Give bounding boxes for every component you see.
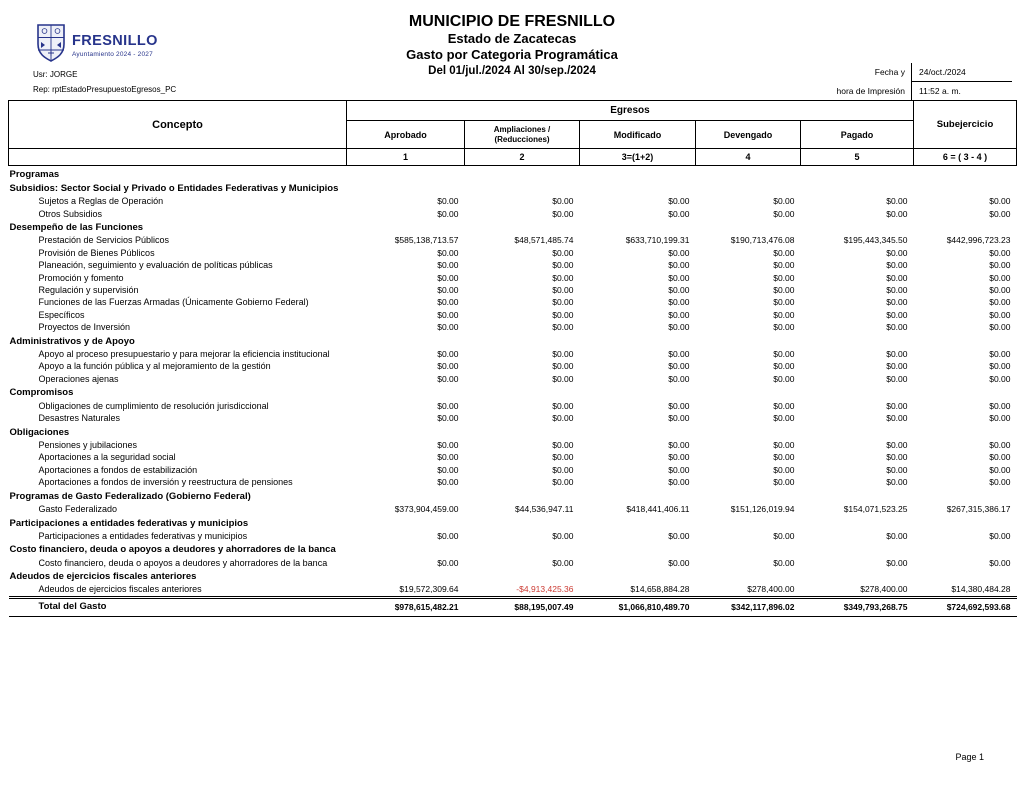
- value-cell: $0.00: [668, 439, 690, 450]
- value-cell: $0.00: [773, 400, 795, 411]
- value-cell: $0.00: [437, 557, 459, 568]
- value-cell: $0.00: [552, 208, 574, 219]
- value-cell: $0.00: [552, 297, 574, 308]
- section-label: Compromisos: [9, 387, 74, 399]
- column-number-6: 6 = ( 3 - 4 ): [914, 149, 1017, 166]
- item-label: Sujetos a Reglas de Operación: [38, 196, 164, 207]
- value-cell: $0.00: [552, 284, 574, 295]
- value-cell: $0.00: [773, 557, 795, 568]
- value-cell: $0.00: [886, 348, 908, 359]
- page-title: MUNICIPIO DE FRESNILLO: [408, 13, 616, 30]
- value-cell: $0.00: [552, 348, 574, 359]
- value-cell: $0.00: [886, 260, 908, 271]
- value-cell: $0.00: [668, 272, 690, 283]
- value-cell: $0.00: [989, 439, 1011, 450]
- table-body: [9, 166, 1017, 598]
- total-ampliaciones: $88,195,007.49: [465, 597, 580, 616]
- item-label: Operaciones ajenas: [38, 373, 119, 384]
- value-cell: $0.00: [886, 272, 908, 283]
- section-cell: [9, 488, 1017, 503]
- municipality-logo: [36, 23, 158, 68]
- item-row: [9, 503, 1017, 515]
- value-cell: $0.00: [437, 400, 459, 411]
- value-cell: $0.00: [886, 196, 908, 207]
- item-row: [9, 412, 1017, 424]
- user-label: Usr: JORGE: [33, 70, 78, 79]
- print-date-label: Fecha y: [836, 63, 912, 82]
- column-header-pagado: Pagado: [801, 121, 914, 149]
- column-number-2: 2: [465, 149, 580, 166]
- value-cell: $0.00: [668, 373, 690, 384]
- value-cell: $0.00: [668, 322, 690, 333]
- value-cell: $0.00: [437, 439, 459, 450]
- total-pagado: $349,793,268.75: [801, 597, 914, 616]
- state-subtitle: Estado de Zacatecas: [447, 31, 577, 46]
- value-cell: $0.00: [989, 322, 1011, 333]
- value-cell: $0.00: [773, 322, 795, 333]
- section-label: Administrativos y de Apoyo: [9, 335, 135, 347]
- value-cell: $0.00: [552, 196, 574, 207]
- value-cell: $0.00: [773, 297, 795, 308]
- value-cell: $0.00: [886, 373, 908, 384]
- value-cell: $267,315,386.17: [946, 503, 1011, 514]
- value-cell: $0.00: [668, 297, 690, 308]
- column-number-1: 1: [347, 149, 465, 166]
- logo-subtitle: Ayuntamiento 2024 - 2027: [72, 50, 153, 58]
- value-cell: $0.00: [668, 260, 690, 271]
- item-row: [9, 195, 1017, 207]
- section-label: Desempeño de las Funciones: [9, 222, 144, 234]
- section-cell: [9, 166, 1017, 181]
- value-cell: $0.00: [437, 530, 459, 541]
- value-cell: $0.00: [552, 400, 574, 411]
- value-cell: $0.00: [989, 309, 1011, 320]
- value-cell: $151,126,019.94: [730, 503, 795, 514]
- table-header: [9, 101, 1017, 166]
- value-cell: $190,713,476.08: [730, 235, 795, 246]
- value-cell: $19,572,309.64: [399, 584, 459, 595]
- value-cell: $0.00: [773, 476, 795, 487]
- value-cell: $0.00: [552, 530, 574, 541]
- value-cell: $0.00: [668, 247, 690, 258]
- report-titles: [262, 12, 762, 79]
- value-cell: $0.00: [773, 464, 795, 475]
- item-row: [9, 476, 1017, 488]
- print-info: [836, 63, 1012, 100]
- report-id-label: Rep: rptEstadoPresupuestoEgresos_PC: [33, 85, 177, 94]
- section-cell: [9, 542, 1017, 557]
- value-cell: $14,380,484.28: [951, 584, 1011, 595]
- subejercicio-column-header: Subejercicio: [914, 101, 1017, 149]
- item-row: [9, 348, 1017, 360]
- item-label: Planeación, seguimiento y evaluación de políticas públicas: [38, 260, 273, 271]
- concept-column-header: Concepto: [9, 101, 347, 149]
- item-row: [9, 207, 1017, 219]
- value-cell: $0.00: [989, 247, 1011, 258]
- item-row: [9, 284, 1017, 296]
- value-cell: $0.00: [773, 260, 795, 271]
- item-label: Aportaciones a fondos de estabilización: [38, 464, 198, 475]
- value-cell: $0.00: [437, 208, 459, 219]
- value-cell: $0.00: [437, 272, 459, 283]
- value-cell: $0.00: [552, 260, 574, 271]
- value-cell: $0.00: [437, 284, 459, 295]
- value-cell: $0.00: [989, 476, 1011, 487]
- value-cell: $585,138,713.57: [394, 235, 459, 246]
- item-label: Promoción y fomento: [38, 272, 124, 283]
- value-cell: $48,571,485.74: [514, 235, 574, 246]
- value-cell: $0.00: [989, 400, 1011, 411]
- value-cell: $0.00: [773, 196, 795, 207]
- value-cell: $0.00: [773, 530, 795, 541]
- value-cell: $0.00: [552, 309, 574, 320]
- item-label: Apoyo al proceso presupuestario y para mejorar la eficiencia institucional: [38, 348, 330, 359]
- value-cell: $633,710,199.31: [625, 235, 690, 246]
- value-cell: $0.00: [773, 439, 795, 450]
- value-cell: $442,996,723.23: [946, 235, 1011, 246]
- value-cell: $0.00: [552, 476, 574, 487]
- value-cell: $0.00: [668, 348, 690, 359]
- section-label: Subsidios: Sector Social y Privado o Entidades Federativas y Municipios: [9, 183, 339, 194]
- value-cell: $0.00: [552, 412, 574, 423]
- value-cell: $44,536,947.11: [515, 503, 574, 514]
- value-cell: $0.00: [437, 452, 459, 463]
- value-cell: $0.00: [886, 247, 908, 258]
- section-label: Obligaciones: [9, 426, 70, 438]
- value-cell: $0.00: [886, 412, 908, 423]
- value-cell: $0.00: [886, 284, 908, 295]
- value-cell: $0.00: [773, 309, 795, 320]
- value-cell: $0.00: [437, 361, 459, 372]
- item-row: [9, 247, 1017, 259]
- section-cell: [9, 424, 1017, 439]
- item-row: [9, 451, 1017, 463]
- value-cell: $0.00: [668, 361, 690, 372]
- item-label: Pensiones y jubilaciones: [38, 439, 138, 450]
- value-cell: $0.00: [773, 348, 795, 359]
- value-cell: $0.00: [989, 464, 1011, 475]
- column-number-4: 4: [696, 149, 801, 166]
- section-cell: [9, 220, 1017, 235]
- page-number: Page 1: [955, 752, 984, 762]
- value-cell: $0.00: [989, 452, 1011, 463]
- table-footer: [9, 597, 1017, 616]
- value-cell: $0.00: [668, 309, 690, 320]
- value-cell: $418,441,406.11: [626, 503, 690, 514]
- section-row: [9, 424, 1017, 439]
- value-cell: $0.00: [886, 439, 908, 450]
- item-label: Gasto Federalizado: [38, 503, 118, 514]
- value-cell: $0.00: [989, 297, 1011, 308]
- section-row: [9, 385, 1017, 400]
- report-period: Del 01/jul./2024 Al 30/sep./2024: [428, 65, 596, 77]
- item-label: Aportaciones a la seguridad social: [38, 452, 176, 463]
- section-row: [9, 488, 1017, 503]
- item-label: Específicos: [38, 309, 85, 320]
- value-cell: $0.00: [668, 196, 690, 207]
- value-cell: $278,400.00: [860, 584, 908, 595]
- value-cell: $0.00: [886, 464, 908, 475]
- value-cell: $0.00: [886, 322, 908, 333]
- value-cell: $0.00: [773, 373, 795, 384]
- value-cell: $0.00: [886, 297, 908, 308]
- report-name: Gasto por Categoria Programática: [406, 47, 618, 62]
- column-header-aprobado: Aprobado: [347, 121, 465, 149]
- column-number-5: 5: [801, 149, 914, 166]
- column-header-devengado: Devengado: [696, 121, 801, 149]
- value-cell: $0.00: [989, 196, 1011, 207]
- item-row: [9, 556, 1017, 568]
- value-cell: $0.00: [668, 452, 690, 463]
- section-cell: [9, 333, 1017, 348]
- total-row: [9, 597, 1017, 616]
- egresos-group-header: Egresos: [347, 101, 914, 121]
- item-label: Obligaciones de cumplimiento de resolución jurisdiccional: [38, 400, 269, 411]
- total-label: Total del Gasto: [9, 597, 347, 616]
- value-cell: $0.00: [886, 400, 908, 411]
- value-cell: $0.00: [552, 247, 574, 258]
- value-cell: $0.00: [437, 297, 459, 308]
- value-cell: $0.00: [552, 452, 574, 463]
- value-cell: $0.00: [773, 284, 795, 295]
- item-row: [9, 439, 1017, 451]
- value-cell: $0.00: [886, 557, 908, 568]
- value-cell: $0.00: [989, 284, 1011, 295]
- section-label: Costo financiero, deuda o apoyos a deudores y ahorradores de la banca: [9, 544, 336, 556]
- item-row: [9, 259, 1017, 271]
- value-cell: $0.00: [668, 464, 690, 475]
- total-subejercicio: $724,692,593.68: [914, 597, 1017, 616]
- section-label: Programas: [9, 168, 60, 180]
- section-row: [9, 515, 1017, 530]
- item-label: Prestación de Servicios Públicos: [38, 235, 170, 246]
- section-row: [9, 220, 1017, 235]
- value-cell: $0.00: [437, 196, 459, 207]
- value-cell: $0.00: [437, 322, 459, 333]
- value-cell: $0.00: [437, 260, 459, 271]
- section-cell: [9, 515, 1017, 530]
- item-row: [9, 309, 1017, 321]
- total-aprobado: $978,615,482.21: [347, 597, 465, 616]
- value-cell: $0.00: [886, 361, 908, 372]
- value-cell: $0.00: [886, 208, 908, 219]
- item-row: [9, 399, 1017, 411]
- value-cell: $0.00: [989, 412, 1011, 423]
- value-cell: $0.00: [437, 309, 459, 320]
- value-cell: $0.00: [886, 476, 908, 487]
- item-row: [9, 360, 1017, 372]
- value-cell: $0.00: [668, 208, 690, 219]
- value-cell: $0.00: [437, 373, 459, 384]
- value-cell: $0.00: [886, 452, 908, 463]
- value-cell: $0.00: [989, 361, 1011, 372]
- section-cell: [9, 181, 1017, 196]
- value-cell: $0.00: [668, 557, 690, 568]
- value-cell: $0.00: [437, 348, 459, 359]
- section-cell: [9, 385, 1017, 400]
- item-label: Participaciones a entidades federativas y municipios: [38, 530, 248, 541]
- column-number-3: 3=(1+2): [580, 149, 696, 166]
- value-cell: -$4,913,425.36: [516, 584, 574, 595]
- logo-name: FRESNILLO: [72, 32, 158, 49]
- value-cell: $0.00: [773, 247, 795, 258]
- column-header-ampliaciones: Ampliaciones / (Reducciones): [493, 125, 551, 144]
- item-label: Otros Subsidios: [38, 208, 103, 219]
- value-cell: $0.00: [773, 272, 795, 283]
- item-label: Apoyo a la función pública y al mejoramiento de la gestión: [38, 361, 271, 372]
- section-row: [9, 181, 1017, 196]
- value-cell: $0.00: [989, 530, 1011, 541]
- value-cell: $0.00: [552, 361, 574, 372]
- value-cell: $0.00: [552, 464, 574, 475]
- print-date-value: 24/oct./2024: [912, 63, 1012, 82]
- value-cell: $0.00: [552, 439, 574, 450]
- total-modificado: $1,066,810,489.70: [580, 597, 696, 616]
- item-row: [9, 296, 1017, 308]
- value-cell: $0.00: [989, 348, 1011, 359]
- value-cell: $0.00: [437, 464, 459, 475]
- item-row: [9, 321, 1017, 333]
- item-row: [9, 271, 1017, 283]
- item-row: [9, 463, 1017, 475]
- value-cell: $0.00: [989, 373, 1011, 384]
- section-label: Programas de Gasto Federalizado (Gobierno Federal): [9, 490, 251, 502]
- value-cell: $0.00: [437, 476, 459, 487]
- section-row: [9, 542, 1017, 557]
- value-cell: $0.00: [668, 476, 690, 487]
- item-row: [9, 234, 1017, 246]
- section-row: [9, 569, 1017, 584]
- item-row: [9, 583, 1017, 597]
- budget-table: [8, 100, 1017, 617]
- item-label: Desastres Naturales: [38, 412, 121, 423]
- value-cell: $0.00: [989, 557, 1011, 568]
- value-cell: $0.00: [668, 284, 690, 295]
- value-cell: $0.00: [773, 412, 795, 423]
- section-cell: [9, 569, 1017, 584]
- value-cell: $0.00: [552, 272, 574, 283]
- item-label: Adeudos de ejercicios fiscales anteriores: [38, 584, 202, 595]
- value-cell: $373,904,459.00: [394, 503, 459, 514]
- numbering-empty-cell: [9, 149, 347, 166]
- value-cell: $0.00: [886, 309, 908, 320]
- fresnillo-crest-icon: [36, 23, 66, 68]
- value-cell: $0.00: [989, 260, 1011, 271]
- item-row: [9, 373, 1017, 385]
- section-label: Adeudos de ejercicios fiscales anteriores: [9, 571, 197, 583]
- column-header-modificado: Modificado: [580, 121, 696, 149]
- value-cell: $195,443,345.50: [843, 235, 908, 246]
- section-label: Participaciones a entidades federativas y municipios: [9, 517, 249, 529]
- value-cell: $0.00: [668, 400, 690, 411]
- value-cell: $0.00: [989, 272, 1011, 283]
- item-label: Costo financiero, deuda o apoyos a deudores y ahorradores de la banca: [38, 557, 328, 568]
- item-label: Aportaciones a fondos de inversión y reestructura de pensiones: [38, 476, 293, 487]
- value-cell: $0.00: [552, 322, 574, 333]
- item-label: Regulación y supervisión: [38, 284, 139, 295]
- total-devengado: $342,117,896.02: [696, 597, 801, 616]
- print-time-label: hora de Impresión: [836, 82, 912, 100]
- value-cell: $0.00: [773, 361, 795, 372]
- value-cell: $0.00: [552, 373, 574, 384]
- value-cell: $0.00: [886, 530, 908, 541]
- value-cell: $0.00: [989, 208, 1011, 219]
- value-cell: $0.00: [773, 452, 795, 463]
- section-row: [9, 333, 1017, 348]
- item-label: Provisión de Bienes Públicos: [38, 247, 155, 258]
- value-cell: $278,400.00: [747, 584, 795, 595]
- value-cell: $0.00: [437, 412, 459, 423]
- value-cell: $14,658,884.28: [630, 584, 690, 595]
- value-cell: $0.00: [552, 557, 574, 568]
- section-row: [9, 166, 1017, 181]
- item-label: Funciones de las Fuerzas Armadas (Únicamente Gobierno Federal): [38, 297, 309, 308]
- value-cell: $0.00: [668, 530, 690, 541]
- value-cell: $0.00: [668, 412, 690, 423]
- print-time-value: 11:52 a. m.: [919, 86, 961, 96]
- item-label: Proyectos de Inversión: [38, 322, 131, 333]
- value-cell: $0.00: [773, 208, 795, 219]
- value-cell: $0.00: [437, 247, 459, 258]
- value-cell: $154,071,523.25: [843, 503, 908, 514]
- item-row: [9, 530, 1017, 542]
